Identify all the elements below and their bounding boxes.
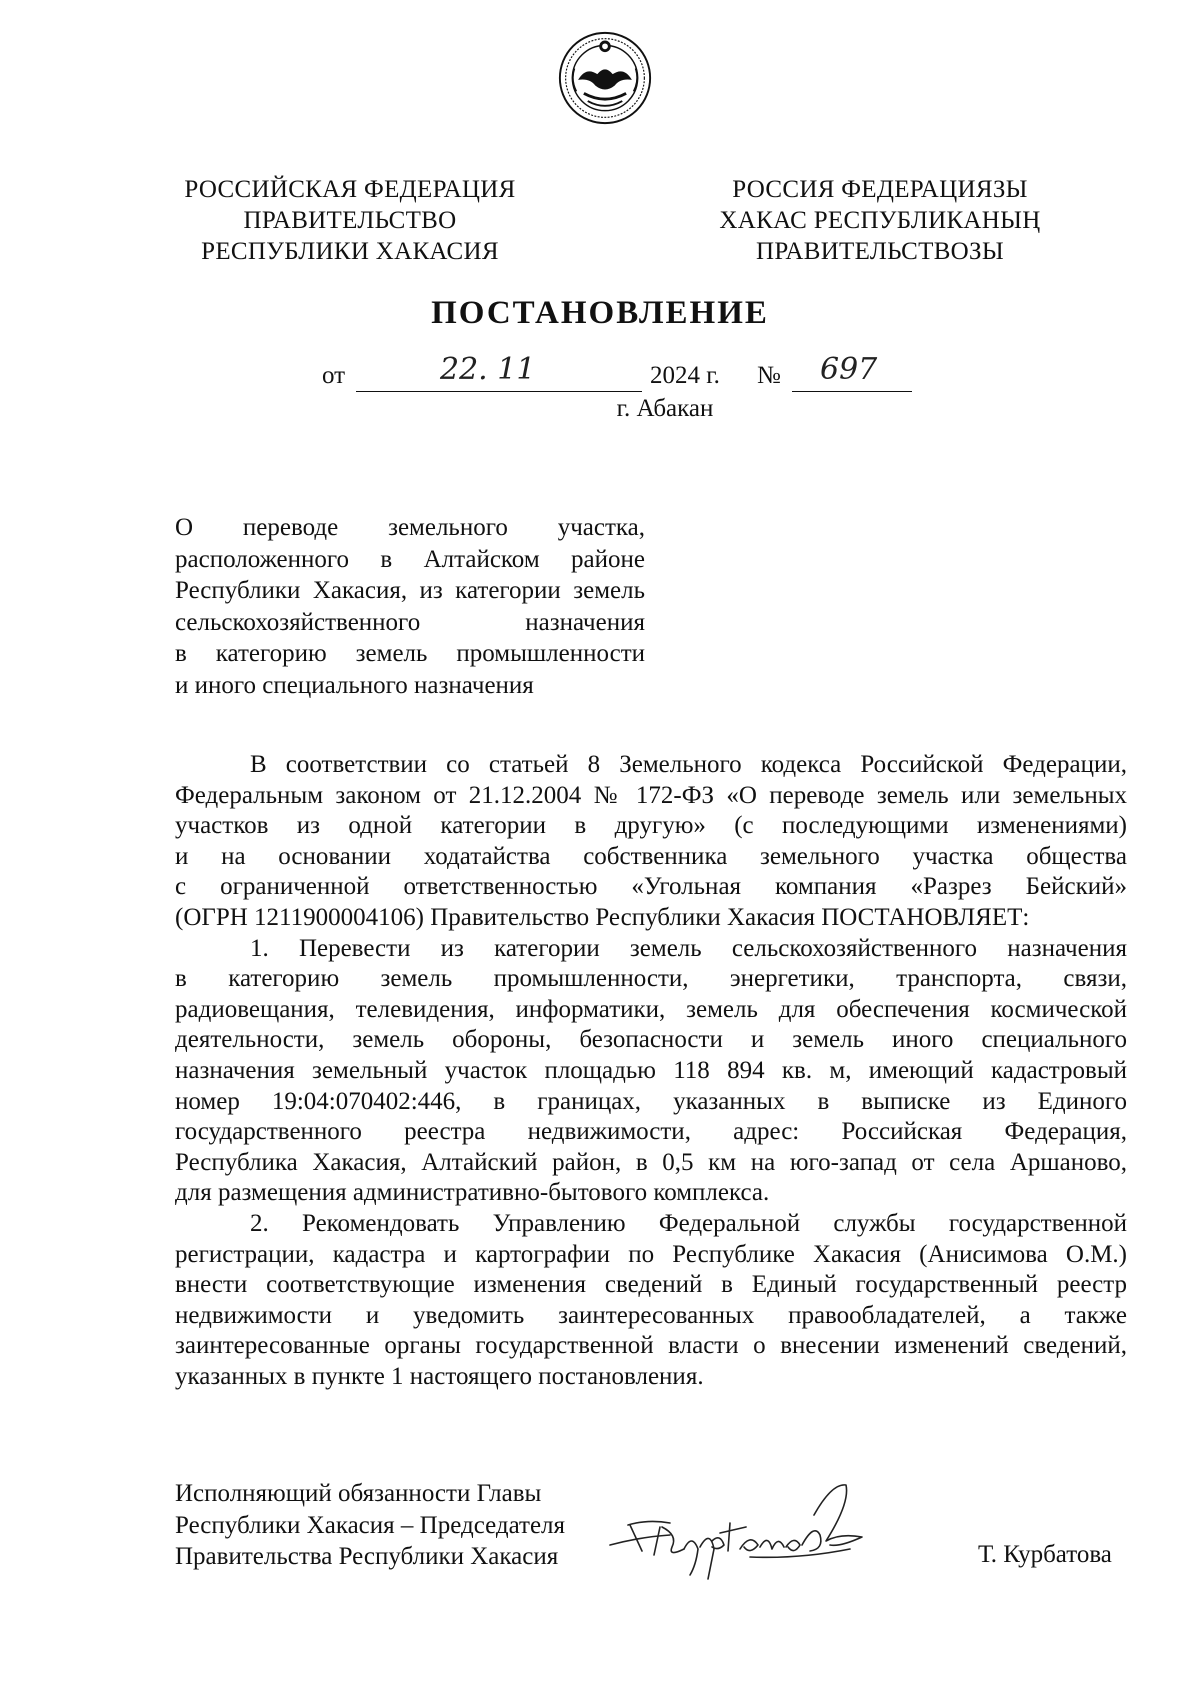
body-line: с ограниченной ответственностью «Угольная компания «Разрез Бейский» — [175, 873, 1127, 901]
header-left-line-1: РОССИЙСКАЯ ФЕДЕРАЦИЯ — [184, 176, 516, 203]
handwritten-number: 697 — [820, 352, 878, 387]
handwritten-date: 22. 11 — [440, 352, 536, 387]
signatory-position-line: Исполняющий обязанности Главы — [175, 1480, 542, 1507]
document-title: ПОСТАНОВЛЕНИЕ — [431, 295, 769, 331]
body-line: 1. Перевести из категории земель сельскохозяйственного назначения — [250, 934, 1127, 962]
body-line: (ОГРН 1211900004106) Правительство Республики Хакасия ПОСТАНОВЛЯЕТ: — [175, 903, 1030, 931]
subject-line: Республики Хакасия, из категории земель — [175, 577, 645, 604]
header-right-line-3: ПРАВИТЕЛЬСТВОЗЫ — [756, 238, 1004, 265]
body-line: Федеральным законом от 21.12.2004 № 172-ФЗ «О переводе земель или земельных — [175, 781, 1127, 809]
coat-of-arms-icon — [557, 30, 653, 126]
signatory-position-line: Республики Хакасия – Председателя — [175, 1511, 566, 1539]
subject-line: сельскохозяйственного назначения — [175, 608, 645, 636]
header-left-line-3: РЕСПУБЛИКИ ХАКАСИЯ — [201, 238, 499, 265]
header-right-line-2: ХАКАС РЕСПУБЛИКАНЫҢ — [719, 207, 1041, 234]
city-label: г. Абакан — [616, 395, 714, 422]
body-line: недвижимости и уведомить заинтересованных правообладателей, а также — [175, 1301, 1127, 1329]
subject-line: и иного специального назначения — [175, 671, 534, 699]
header-right — [690, 174, 1070, 267]
date-label: от — [322, 362, 346, 389]
body-line: в категорию земель промышленности, энергетики, транспорта, связи, — [175, 965, 1127, 993]
subject-line: расположенного в Алтайском районе — [175, 545, 645, 573]
body-line: участков из одной категории в другую» (с последующими изменениями) — [175, 812, 1127, 840]
body-line: радиовещания, телевидения, информатики, земель для обеспечения космической — [175, 995, 1127, 1023]
body-line: государственного реестра недвижимости, адрес: Российская Федерация, — [175, 1118, 1127, 1146]
subject-block — [175, 512, 645, 701]
number-underline — [792, 391, 912, 392]
body-line: регистрации, кадастра и картографии по Республике Хакасия (Анисимова О.М.) — [175, 1240, 1127, 1268]
body-line: 2. Рекомендовать Управлению Федеральной службы государственной — [250, 1209, 1127, 1237]
body-line: В соответствии со статьей 8 Земельного кодекса Российской Федерации, — [250, 751, 1127, 778]
date-underline — [356, 391, 642, 392]
body-line: номер 19:04:070402:446, в границах, указанных в выписке из Единого — [175, 1087, 1127, 1115]
year-label: 2024 г. — [650, 362, 720, 389]
signer-name: Т. Курбатова — [978, 1541, 1112, 1568]
signatory-position — [175, 1478, 565, 1573]
header-left-line-2: ПРАВИТЕЛЬСТВО — [243, 207, 457, 234]
document-body — [175, 750, 1127, 1392]
body-line: деятельности, земель обороны, безопасности и земель иного специального — [175, 1026, 1127, 1054]
body-line: назначения земельный участок площадью 118 894 кв. м, имеющий кадастровый — [175, 1056, 1127, 1084]
body-line: заинтересованные органы государственной власти о внесении изменений сведений, — [175, 1332, 1127, 1360]
body-line: внести соответствующие изменения сведений в Единый государственный реестр — [175, 1271, 1127, 1299]
handwritten-signature — [600, 1463, 900, 1583]
body-line: и на основании ходатайства собственника земельного участка общества — [175, 842, 1127, 870]
subject-line: в категорию земель промышленности — [175, 640, 645, 667]
body-line: для размещения административно-бытового комплекса. — [175, 1179, 770, 1207]
header-left — [160, 174, 540, 267]
body-line: Республика Хакасия, Алтайский район, в 0,5 км на юго-запад от села Аршаново, — [175, 1148, 1127, 1176]
signatory-position-line: Правительства Республики Хакасия — [175, 1543, 559, 1570]
header-right-line-1: РОССИЯ ФЕДЕРАЦИЯЗЫ — [732, 176, 1028, 203]
body-line: указанных в пункте 1 настоящего постановления. — [175, 1362, 704, 1390]
number-label: № — [757, 362, 781, 389]
subject-line: О переводе земельного участка, — [175, 514, 645, 541]
